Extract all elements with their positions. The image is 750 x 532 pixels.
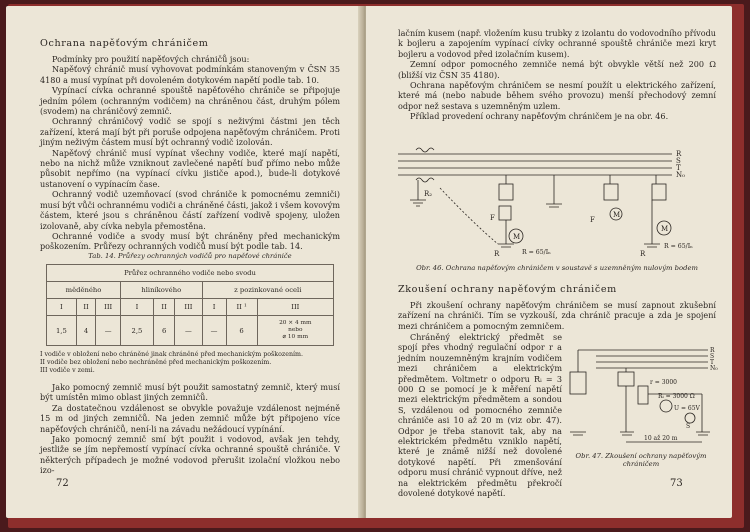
right-text-block-2a [398,300,716,331]
paragraph: Ochrana napěťovým chráničem se nesmí použít u elektrického zařízení, které má (nebo nabude během svého provozu) menší přechodový zemní odpor než sestava s uzemněným uzlem. [398,80,716,111]
right-text-block-2b [398,332,562,499]
table-cell: 1,5 [47,316,77,346]
table-sub-header: I [47,299,77,316]
table-notes [40,351,340,375]
table-note: II vodiče bez obložení nebo nechráněné před mechanickým poškozením. [40,359,272,366]
table-cell: — [175,316,202,346]
paragraph: Podmínky pro použití napěťových chráničů jsou: [52,54,250,64]
paragraph: Ochranný vodič uzemňovací (svod chrániče k pomocnému zemniči) musí být vůči ochrannému vodiči a chráněné části, jakož i všem kovovým částem, které jsou s chráněnou částí zařízení vodivě spojeny, uložen izolovaně, aby cívka nebyla přemostěna. [40,189,340,231]
table-caption: Tab. 14. Průřezy ochranných vodičů pro napěťové chrániče [88,252,292,260]
table-sub-header: III [175,299,202,316]
fig47-label: S [710,353,715,360]
table-cell: 6 [153,316,175,346]
fig47-ri-label: Rᵢ = 3000 Ω [658,393,695,400]
paragraph: Chráněný elektrický předmět se spojí přes vhodný regulační odpor r a jedním nouzemněným krajním vodičem mezi chráničem a elektrickým předmětem. Voltmetr o odporu Rᵢ = 3 000 Ω se pomocí je k měření napětí mezi elektrickým předmětem a sondou S, vzdálenou od pomocného zemniče chrániče asi 10 až 20 m (viz obr. 47). Odpor je třeba stanovit tak, aby na elektrickém předmětu vzniklo napětí, které je známě nižší než dovolené dotykové napětí. Při zmenšování odporu musí chránič vypnout dříve, než na elektrickém předmětu překročí dovolené dotykové napětí. [398,332,562,499]
table-cell: 4 [76,316,96,346]
fig46-label: M [613,211,621,219]
fig47-label: T [710,359,715,366]
paragraph: Zemní odpor pomocného zemniče nemá být obvykle větší než 200 Ω (bližší viz ČSN 35 4180). [398,59,716,80]
paragraph: Ochranný chráničový vodič se spojí s neživými částmi jen těch zařízení, která mají být při poruše odpojena napěťovým chráničem. Proti jiným neživým částem musí být ochranný vodič izolován. [40,116,340,148]
paragraph: Při zkoušení ochrany napěťovým chráničem se musí zapnout zkušební zařízení na chrániči. Tím se vyzkouší, zda chránič pracuje a zda je spojení mezi chráničem a pomocným zemničem. [398,300,716,331]
fig46-label: F [590,216,595,224]
fig47-label: N₀ [710,365,718,372]
fig47-distance-label: 10 až 20 m [644,435,678,442]
table-cell: 6 [226,316,257,346]
table-cell: 2,5 [121,316,154,346]
fig46-label: N₀ [676,171,685,179]
paragraph: Jako pomocný zemnič smí být použit i vodovod, avšak jen tehdy, jestliže se jím nepřemostí vypínací cívka ochranné spouště chrániče. V některých případech je možné vodovod přerušit izolační vložkou nebo izo- [40,434,340,476]
fig46-label: R [494,250,500,258]
fig46-label: F [490,214,495,222]
left-text-block-1 [40,54,340,252]
paragraph: Ochranné vodiče a svody musí být chráněny před mechanickým poškozením. Průřezy ochranných vodičů musí být podle tab. 14. [40,230,340,252]
figure-46-diagram [394,144,714,262]
page-number-right: 73 [670,478,683,489]
fig46-label: M [661,225,669,233]
paragraph: Vypínací cívka ochranné spouště napěťového chrániče se připojuje jedním pólem (ochranným vodičem) na chráněnou část, druhým pólem (svodem) na chráničový zemnič. [40,85,340,117]
paragraph: Napěťový chránič musí vyhovovat podmínkám stanoveným v ČSN 35 4180 a musí vypínat při dovoleném dotykovém napětí podle tab. 10. [40,64,340,85]
right-text-block-1 [398,28,716,122]
fig46-label: R [640,250,646,258]
figure-46-caption: Obr. 46. Ochrana napěťovým chráničem v soustavě s uzemněným nulovým bodem [416,264,698,272]
table-top-header: Průřez ochranného vodiče nebo svodu [47,265,334,282]
table-cell: — [202,316,226,346]
page-number-left: 72 [56,478,69,489]
table-sub-header: II ¹ [226,299,257,316]
table-cell: — [96,316,121,346]
right-page [366,6,732,518]
fig46-formula: R = 65/Iₙ [522,249,551,256]
table-group-header: hliníkového [121,282,203,299]
table-group-header: z pozinkované oceli [202,282,333,299]
table-sub-header: III [96,299,121,316]
figure-47-caption-line: Obr. 47. Zkoušení ochrany napěťovým [575,452,707,460]
table-sub-header: I [121,299,154,316]
table-sub-header: I [202,299,226,316]
paragraph: Jako pomocný zemnič musí být použit samostatný zemnič, který musí být umístěn mimo oblast jiných zemničů. [40,382,340,403]
fig46-formula: R = 65/Iₙ [664,243,693,250]
fig47-r-label: r = 3000 [650,379,677,386]
left-page [6,6,362,518]
section-heading: Ochrana napěťovým chráničem [40,38,209,49]
paragraph: Napěťový chránič musí vypínat všechny vodiče, které mají napětí, nebo na nichž může vzniknout zavlečené napětí buď přímo nebo může působit nepřímo (na vypínací cívku jističe apod.), bude-li dotykové ustanovení o vypínacím čase. [40,147,340,189]
table-sub-header: II [76,299,96,316]
table-group-header: měděného [47,282,121,299]
fig46-label: M [513,233,521,241]
table-sub-header: II [153,299,175,316]
paragraph: lačním kusem (např. vložením kusu trubky z izolantu do vodovodního přívodu k bojleru a zapojením vypínací cívky ochranné spouště chrániče mezi kryt bojleru a vodovod před izolačním kusem). [398,28,716,59]
fig47-label: R [710,347,715,354]
left-text-block-2 [40,382,340,476]
fig46-label: R₂ [424,190,433,198]
figure-47-diagram [566,342,716,450]
paragraph: Příklad provedení ochrany napěťovým chráničem je na obr. 46. [410,111,669,122]
fig47-u-label: U = 65V [674,405,700,412]
fig46-label: R [676,150,682,158]
section-heading: Zkoušení ochrany napěťovým chráničem [398,284,617,295]
table-cell: 20 × 4 mm nebo ⌀ 10 mm [257,316,333,346]
paragraph: Za dostatečnou vzdálenost se obvykle považuje vzdálenost nejméně 15 m od jiných zemničů. Na jeden zemnič může být připojeno více napěťových chráničů, není-li na závadu nežádoucí vypínání. [40,402,340,434]
table-note: I vodiče v obložení nebo chráněné jinak chráněné před mechanickým poškozením. [40,351,303,358]
fig46-label: S [676,157,681,165]
fig47-s-label: S [686,423,691,430]
fig46-label: T [676,164,681,172]
figure-47-caption-line: chráničem [622,460,660,468]
sections-table [46,264,334,346]
figure-47-caption [566,452,716,468]
table-note: III vodiče v zemi. [40,367,95,374]
table-sub-header: III [257,299,333,316]
